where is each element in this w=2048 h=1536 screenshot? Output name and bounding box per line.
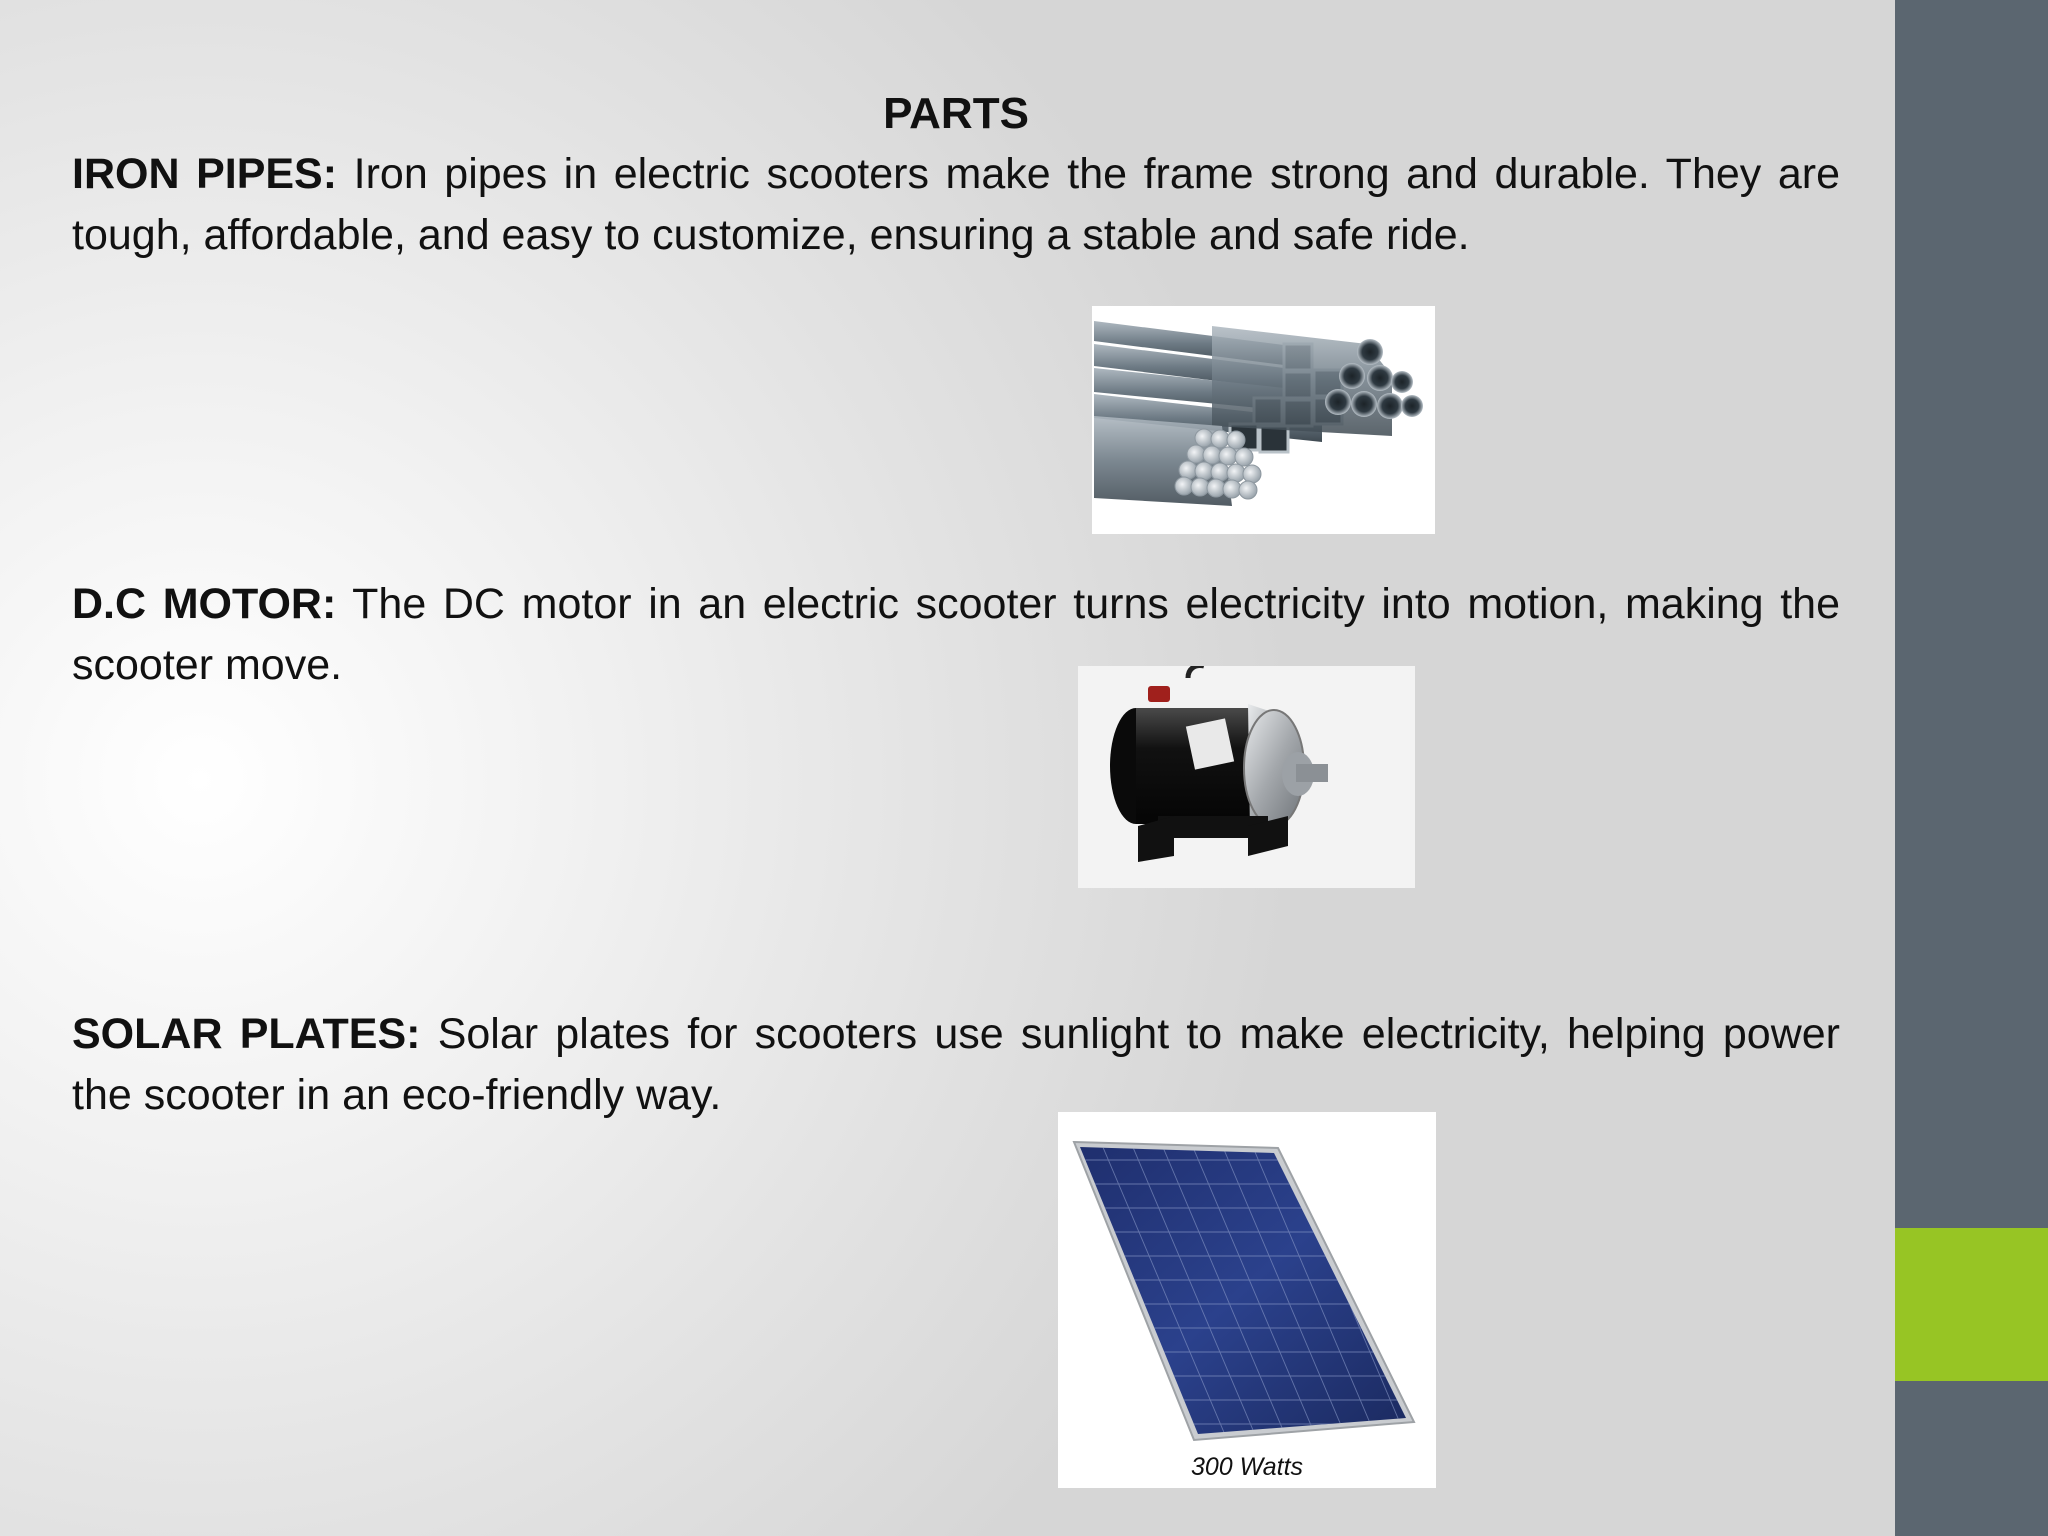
dc-motor-photo	[1078, 666, 1415, 888]
sidebar-accent-block	[1895, 1228, 2048, 1381]
solar-plates-text: Solar plates for scooters use sunlight to make electricity, helping power the scooter in an eco-friendly way.	[72, 1010, 1840, 1119]
solar-plates-label: SOLAR PLATES:	[72, 1010, 421, 1058]
iron-pipes-paragraph	[72, 144, 1840, 266]
solar-panel-photo	[1058, 1112, 1436, 1488]
dc-motor-paragraph	[72, 574, 1840, 696]
solar-panel-caption: 300 Watts	[1190, 1453, 1304, 1481]
iron-pipes-label: IRON PIPES:	[72, 150, 338, 198]
dc-motor-text: The DC motor in an electric scooter turns electricity into motion, making the scooter move.	[72, 580, 1841, 689]
iron-pipes-text: Iron pipes in electric scooters make the frame strong and durable. They are tough, affordable, and easy to customize, ensuring a stable and safe ride.	[72, 150, 1840, 259]
slide-title: PARTS	[883, 89, 1029, 138]
iron-pipes-photo	[1092, 306, 1435, 534]
solar-plates-paragraph	[72, 1004, 1840, 1126]
dc-motor-label: D.C MOTOR:	[72, 580, 337, 628]
